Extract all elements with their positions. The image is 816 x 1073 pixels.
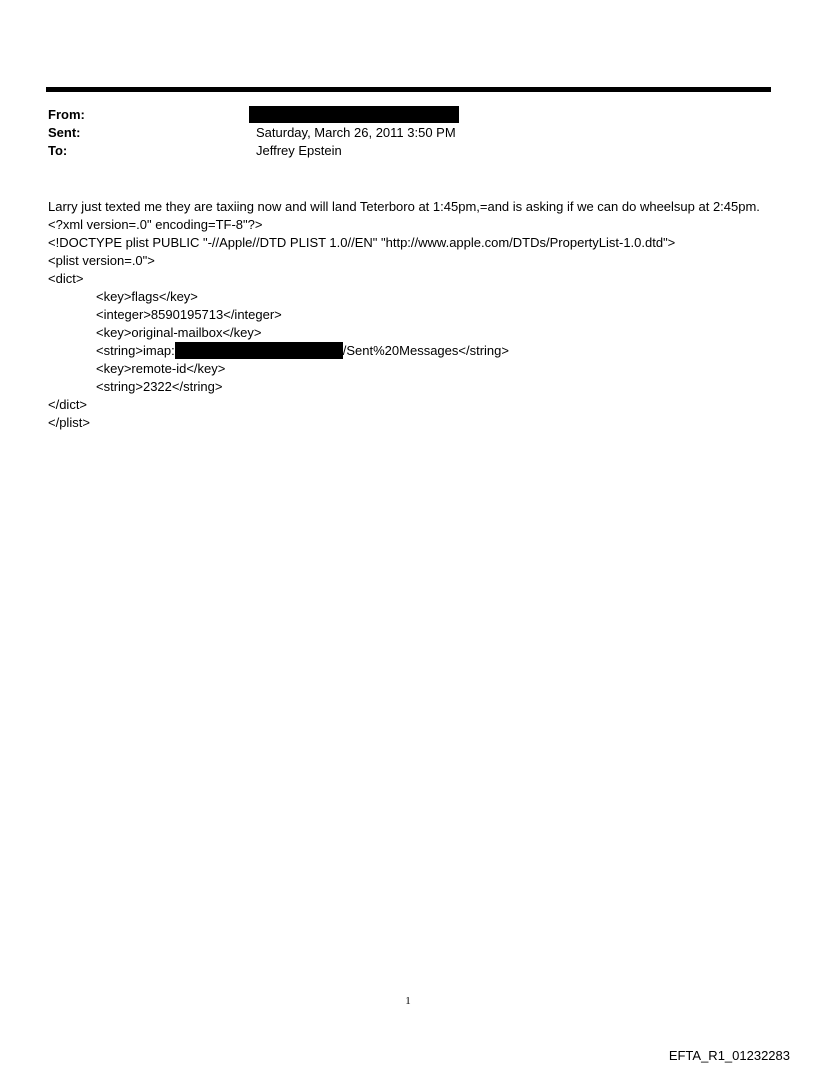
string-imap-suffix: /Sent%20Messages</string> [342, 343, 509, 358]
imap-redaction [175, 342, 343, 359]
integer-flags: <integer>8590195713</integer> [96, 307, 282, 322]
doctype-line: <!DOCTYPE plist PUBLIC "-//Apple//DTD PLIST 1.0//EN" "http://www.apple.com/DTDs/PropertyList-1.0.dtd"> [48, 235, 676, 250]
message-text: Larry just texted me they are taxiing now and will land Teterboro at 1:45pm,=and is asking if we can do wheelsup at 2:45pm. [48, 199, 760, 214]
dict-open: <dict> [48, 271, 84, 286]
to-label: To: [48, 143, 68, 158]
string-remote-id: <string>2322</string> [96, 379, 223, 394]
key-flags: <key>flags</key> [96, 289, 198, 304]
email-body [48, 198, 768, 432]
from-redaction [249, 106, 459, 123]
string-imap-prefix: <string>imap: [96, 343, 175, 358]
plist-open: <plist version=.0"> [48, 253, 155, 268]
to-value: Jeffrey Epstein [256, 143, 342, 158]
xml-declaration: <?xml version=.0" encoding=TF-8"?> [48, 217, 263, 232]
sent-value: Saturday, March 26, 2011 3:50 PM [256, 125, 456, 140]
page-number: 1 [405, 995, 411, 1007]
from-label: From: [48, 107, 85, 122]
key-remote-id: <key>remote-id</key> [96, 361, 226, 376]
to-row [48, 142, 768, 160]
header-rule [46, 87, 771, 92]
sent-row [48, 124, 768, 142]
string-imap-line [48, 342, 768, 360]
bates-number: EFTA_R1_01232283 [668, 1048, 790, 1063]
plist-close: </plist> [48, 415, 90, 430]
sent-label: Sent: [48, 125, 81, 140]
key-original-mailbox: <key>original-mailbox</key> [96, 325, 262, 340]
from-row [48, 106, 768, 124]
email-header [48, 106, 768, 160]
dict-close: </dict> [48, 397, 88, 412]
